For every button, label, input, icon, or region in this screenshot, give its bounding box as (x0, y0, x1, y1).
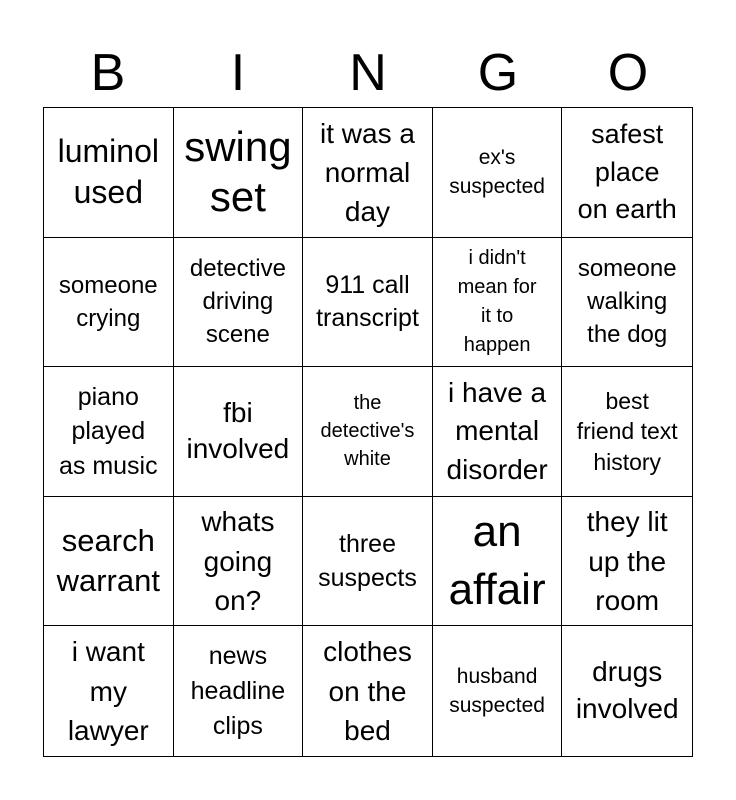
bingo-cell[interactable] (562, 367, 692, 497)
bingo-cell[interactable] (303, 238, 433, 368)
bingo-cell[interactable] (174, 497, 304, 627)
bingo-cell[interactable] (562, 238, 692, 368)
bingo-cell[interactable] (433, 367, 563, 497)
bingo-cell[interactable] (303, 108, 433, 238)
bingo-cell[interactable] (433, 497, 563, 627)
header-letter-b: B (90, 44, 126, 102)
header-letter-i: I (230, 44, 246, 102)
bingo-cell-text: i didn't mean for it to happen (457, 246, 537, 356)
bingo-cell-text: the detective's white (320, 392, 415, 471)
bingo-cell[interactable] (174, 367, 304, 497)
bingo-cell[interactable] (562, 497, 692, 627)
bingo-cell[interactable] (433, 626, 563, 756)
bingo-cell-text: fbi involved (186, 396, 290, 465)
bingo-cell-text: husband suspected (449, 664, 545, 718)
bingo-cell[interactable] (433, 238, 563, 368)
bingo-cell-text: 911 call transcript (316, 271, 419, 332)
bingo-cell[interactable] (44, 626, 174, 756)
header-letter-n: N (349, 44, 387, 102)
header-letter-g: G (477, 44, 519, 102)
bingo-cell-text: clothes on the bed (323, 636, 412, 746)
bingo-cell-text: someone walking the dog (577, 255, 677, 349)
bingo-cell-text: someone crying (58, 271, 158, 332)
bingo-cell[interactable] (303, 367, 433, 497)
bingo-cell-text: safest place on earth (577, 119, 677, 224)
bingo-cell-text: best friend text history (576, 387, 678, 475)
bingo-cell-text: detective driving scene (189, 255, 286, 349)
bingo-cell[interactable] (433, 108, 563, 238)
bingo-cell[interactable] (562, 626, 692, 756)
bingo-header (43, 38, 693, 108)
bingo-cell[interactable] (44, 367, 174, 497)
bingo-cell[interactable] (44, 108, 174, 238)
bingo-cell[interactable] (174, 108, 304, 238)
bingo-cell[interactable] (174, 626, 304, 756)
bingo-cell[interactable] (303, 626, 433, 756)
bingo-cell-text: luminol used (57, 132, 159, 211)
bingo-cell-text: piano played as music (58, 382, 158, 480)
bingo-cell-text: search warrant (56, 522, 160, 599)
bingo-cell-text: they lit up the room (586, 506, 668, 616)
bingo-cell-text: three suspects (318, 529, 417, 593)
bingo-cell[interactable] (562, 108, 692, 238)
bingo-cell-text: ex's suspected (449, 145, 545, 199)
bingo-cell-text: i want my lawyer (67, 636, 149, 746)
bingo-cell[interactable] (44, 238, 174, 368)
bingo-cell-text: it was a normal day (320, 117, 415, 227)
bingo-cell[interactable] (174, 238, 304, 368)
bingo-cell-text: an affair (448, 507, 546, 615)
bingo-cell-text: i have a mental disorder (446, 377, 548, 485)
bingo-cell-text: swing set (184, 122, 292, 221)
bingo-cell-text: whats going on? (201, 506, 275, 616)
bingo-cell[interactable] (44, 497, 174, 627)
bingo-board (43, 107, 693, 757)
bingo-cell-text: news headline clips (190, 641, 286, 740)
bingo-cell-text: drugs involved (575, 656, 679, 725)
bingo-cell[interactable] (303, 497, 433, 627)
header-letter-o: O (607, 44, 649, 102)
